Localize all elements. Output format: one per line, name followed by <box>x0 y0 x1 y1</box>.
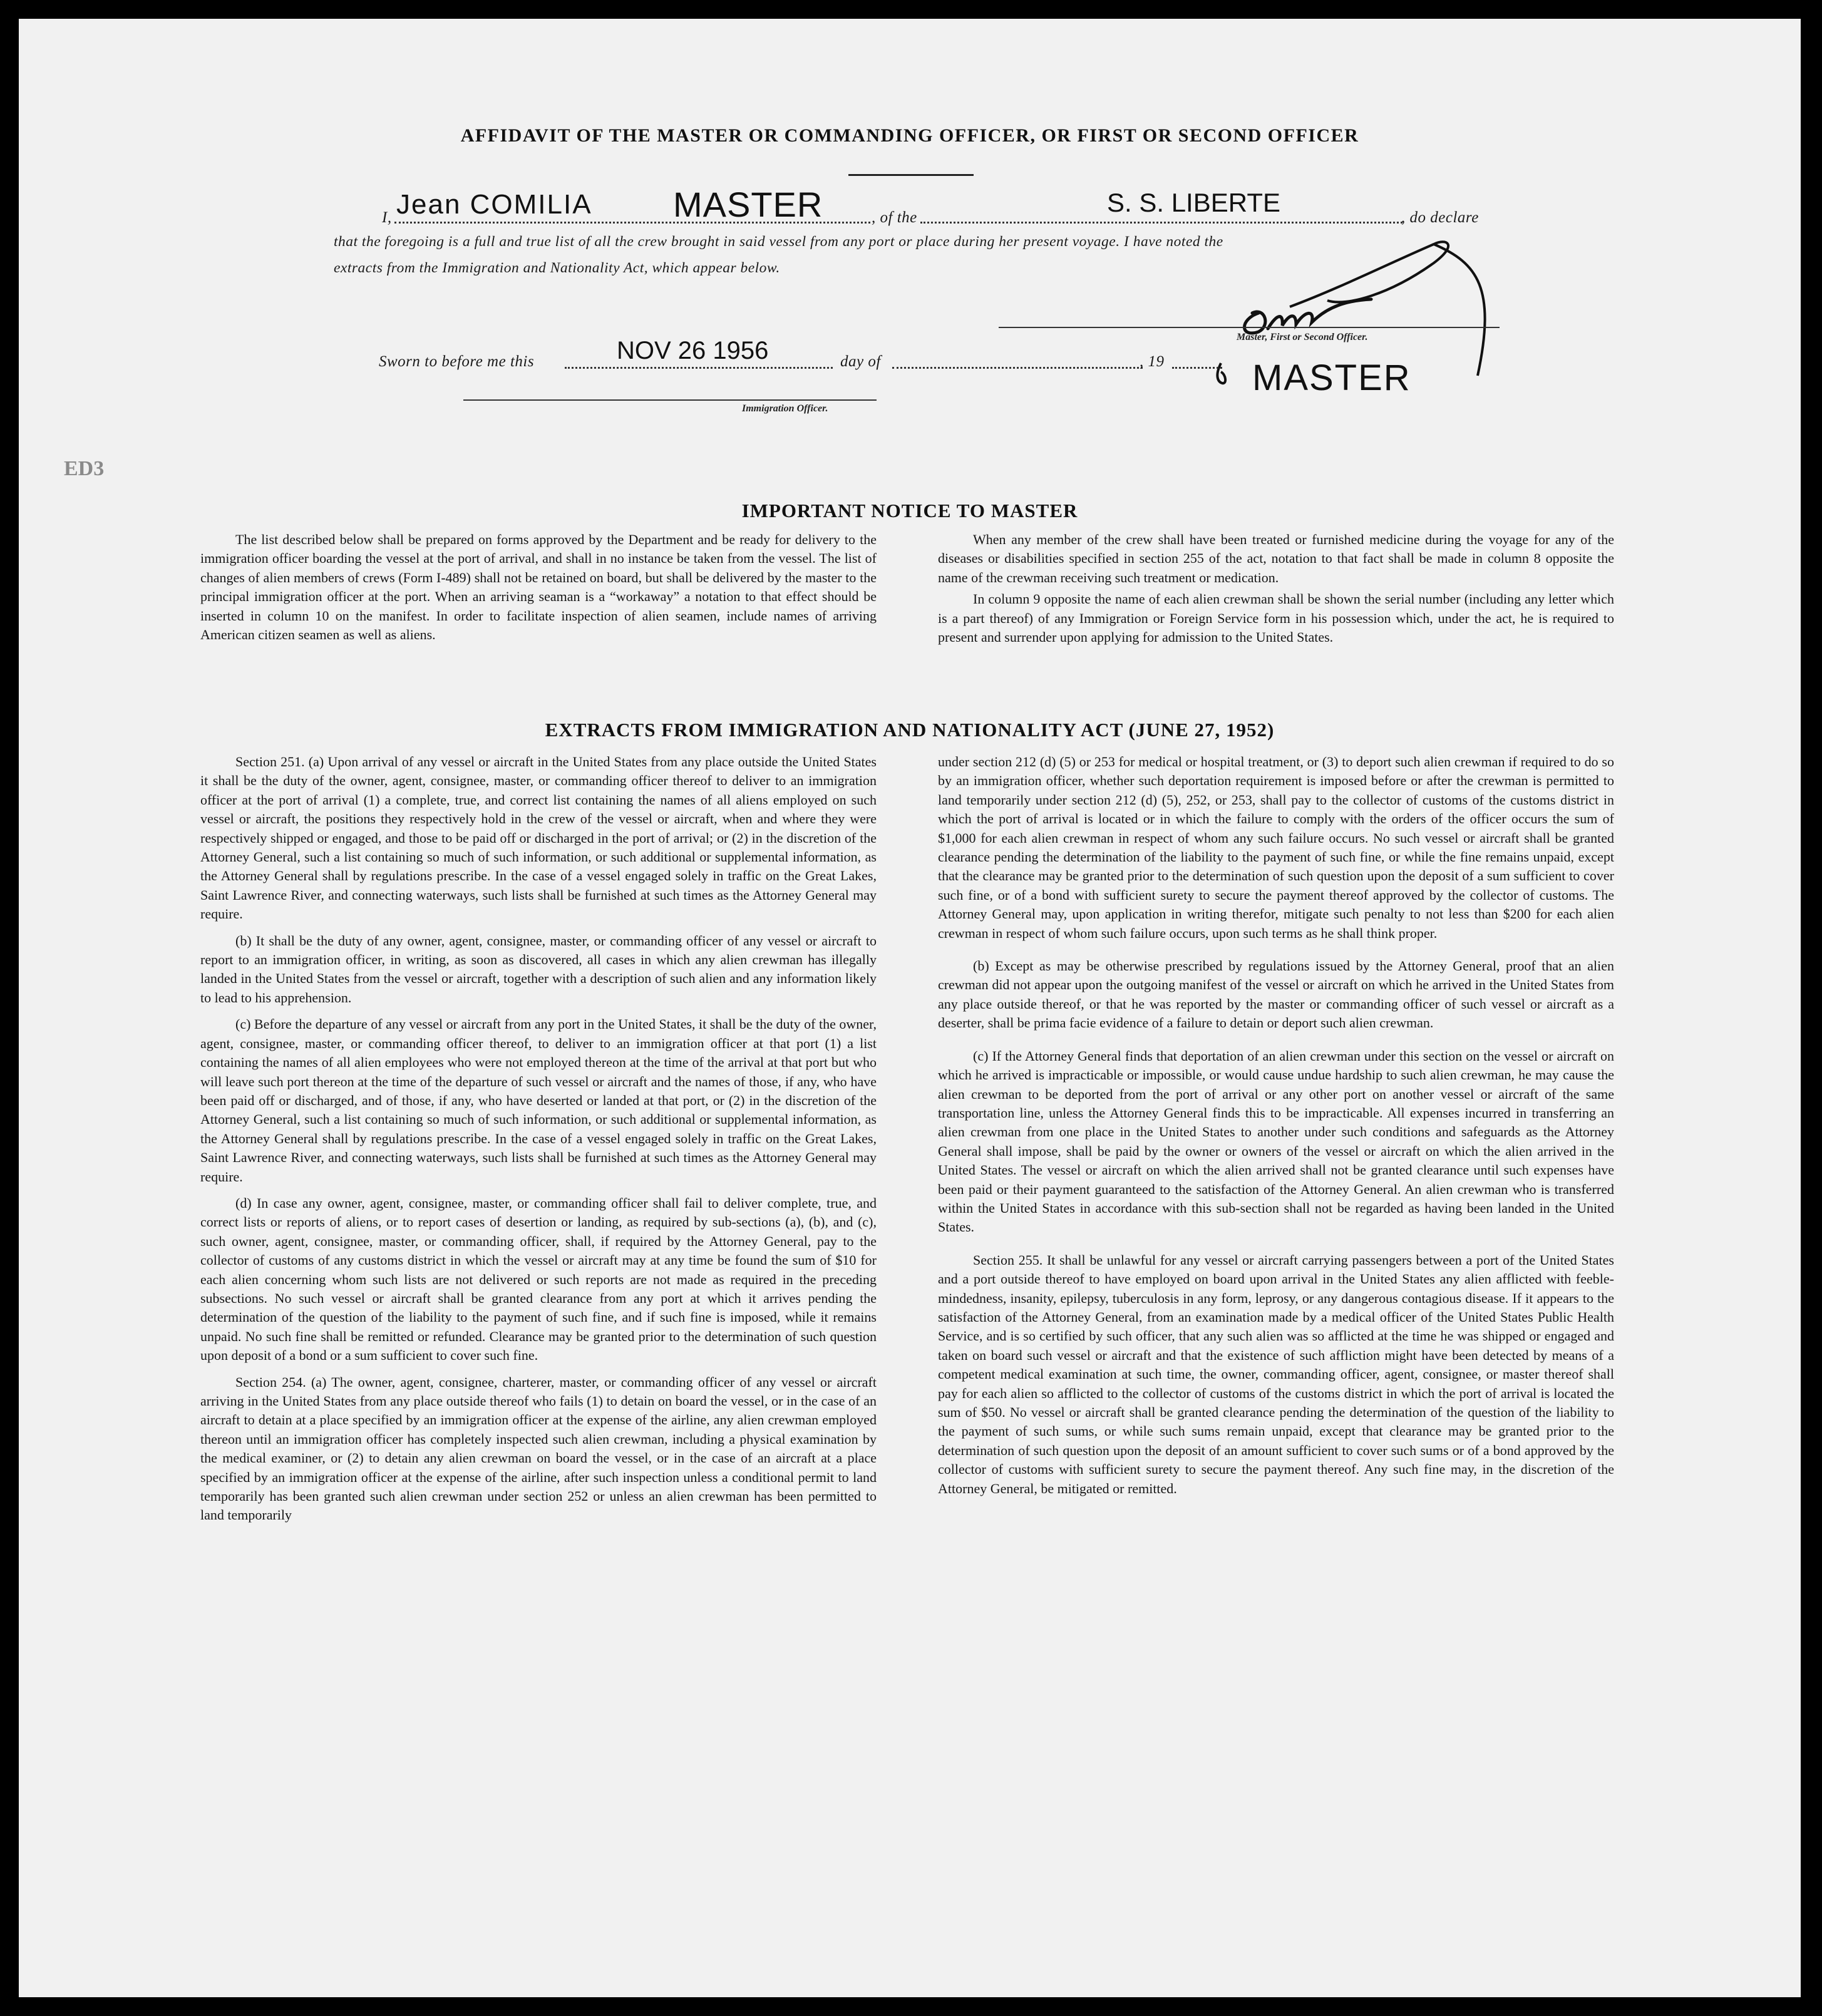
year-label: , 19 <box>1140 353 1165 370</box>
extract-paragraph: under section 212 (d) (5) or 253 for medical or hospital treatment, or (3) to deport such alien crewman if required to do so by an immigration officer, whether such deportation requirement is imposed before or after the crewman is permitted to land temporarily under section 212 (d) (5), 252, or 253, shall pay to the collector of customs of the customs district in which the port of arrival is located or in which the failure to comply with the orders of the officer occurs the sum of $1,000 for each alien crewman in respect of whom any such failure occurs. No such vessel or aircraft shall be granted clearance pending the determination of the liability to the payment of such fine, or while the fine remains unpaid, except that the clearance may be granted prior to the determination of such question upon the deposit of a sum sufficient to cover such fine, or of a bond with sufficient surety to secure the payment thereof approved by the collector of customs. The Attorney General may, upon application in writing therefor, mitigate such penalty to not less than $200 for each alien crewman in respect of whom such failure occurs, upon such terms as he shall think proper. <box>938 754 1614 941</box>
signature-line <box>999 327 1500 328</box>
extract-paragraph: Section 254. (a) The owner, agent, consignee, charterer, master, or commanding officer of any vessel or aircraft arriving in the United States from any place outside thereof who fails (1) to detain on board the vessel, or in the case of an aircraft to detain at a place specified by an immigration officer at the expense of the airline, any alien crewman employed thereon until an immigration officer has completely inspected such alien crewman, including a physical examination by the medical examiner, or (2) to detain any alien crewman on board the vessel, or in the case of an aircraft at a place specified by an immigration officer at the expense of the airline, after such inspection unless a conditional permit to land temporarily has been granted such alien crewman under section 252 or unless an alien crewman has been permitted to land temporarily <box>200 1374 877 1523</box>
master-name: Jean COMILIA <box>396 189 592 220</box>
sworn-date-line <box>565 367 833 369</box>
month-line <box>892 367 1143 369</box>
name-line <box>394 222 870 224</box>
edge-mark: ED3 <box>64 457 105 480</box>
extracts-right-column <box>938 753 1614 1506</box>
extracts-title: EXTRACTS FROM IMMIGRATION AND NATIONALITY ACT (JUNE 27, 1952) <box>545 719 1275 741</box>
affidavit-title: AFFIDAVIT OF THE MASTER OR COMMANDING OFFICER, OR FIRST OR SECOND OFFICER <box>460 125 1359 146</box>
extract-paragraph: Section 251. (a) Upon arrival of any vessel or aircraft in the United States from any place outside the United States it shall be the duty of the owner, agent, consignee, master, or commanding officer thereof to deliver to an immigration officer at the port of arrival (1) a complete, true, and correct list containing the names of all aliens employed on such vessel or aircraft, the positions they respectively hold in the crew of the vessel or aircraft, when and where they were respectively shipped or engaged, and those to be paid off or discharged in the port of arrival; or (2) in the discretion of the Attorney General, such a list containing so much of such information, or such additional or supplemental information, as the Attorney General shall by regulations prescribe. In the case of a vessel engaged solely in traffic on the Great Lakes, Saint Lawrence River, and connecting waterways, such lists shall be furnished at such times as the Attorney General may require. <box>200 754 877 922</box>
master-rank: MASTER <box>673 185 823 224</box>
of-the-label: , of the <box>872 209 917 226</box>
signer-caption: Master, First or Second Officer. <box>1237 332 1368 342</box>
extract-paragraph: (c) If the Attorney General finds that deportation of an alien crewman under this section on the vessel or aircraft on which he arrived is impracticable or impossible, or would cause undue hardship to such alien crewman, he may cause the alien crewman to be deported from the port of arrival or any other port on another vessel or aircraft of the same transportation line, unless the Attorney General finds this to be impracticable. All expenses incurred in transferring an alien crewman from one place in the United States to another under such conditions and safeguards as the Attorney General shall impose, shall be paid by the owner or owners of the vessel or aircraft on which the alien arrived in the United States. The vessel or aircraft on which the alien arrived shall not be granted clearance until such expenses have been paid or their payment guaranteed to the satisfaction of the Attorney General. An alien crewman who is transferred within the United States in accordance with this sub-section shall not be regarded as having been landed in the United States. <box>938 1047 1614 1235</box>
notice-left-paragraph: The list described below shall be prepared on forms approved by the Department and be ready for delivery to the immigration officer boarding the vessel at the port of arrival, and shall in no instance be taken from the vessel. The list of changes of alien members of crews (Form I-489) shall not be retained on board, but shall be delivered by the master to the principal immigration officer at the port. When an arriving seaman is a “workaway” a notation to that effect should be inserted in column 10 on the manifest. In order to facilitate inspection of alien seamen, include names of arriving American citizen seamen as well as aliens. <box>200 532 877 643</box>
notice-left-column <box>200 530 877 652</box>
year-line <box>1172 367 1222 369</box>
title-divider <box>848 174 974 176</box>
notice-right-paragraph: When any member of the crew shall have been treated or furnished medicine during the voyage for any of the diseases or disabilities specified in section 255 of the act, notation to that fact shall be made in column 8 opposite the name of the crewman receiving such treatment or medication. <box>938 532 1614 585</box>
declare-label: , do declare <box>1401 209 1479 226</box>
notice-title: IMPORTANT NOTICE TO MASTER <box>741 500 1078 522</box>
extracts-left-column <box>200 753 877 1533</box>
extract-paragraph: (b) Except as may be otherwise prescribed by regulations issued by the Attorney General, proof that an alien crewman did not appear upon the outgoing manifest of the vessel or aircraft on which he arrived in the United States from any place outside thereof, or that he was reported by the master or commanding officer of such vessel or aircraft as a deserter, shall be prima facie evidence of a failure to detain or deport such alien crewman. <box>938 958 1614 1031</box>
statement-line-2: extracts from the Immigration and Nationality Act, which appear below. <box>334 260 780 276</box>
immigration-officer-caption: Immigration Officer. <box>742 403 828 414</box>
day-of-label: day of <box>840 353 881 370</box>
extract-paragraph: (c) Before the departure of any vessel or aircraft from any port in the United States, it shall be the duty of the owner, agent, consignee, master, or commanding officer thereof, to deliver to an immigration officer at that port (1) a list containing the names of all alien employees who were not employed thereon at the time of the arrival at that port but who will leave such port thereon at the time of the departure of such vessel or aircraft and the names of those, if any, who have been paid off or discharged, and of those, if any, who have deserted or landed at that port, or (2) in the discretion of the Attorney General, such a list containing so much of such information, or such additional or supplemental information, as the Attorney General shall by regulations prescribe. In the case of a vessel engaged solely in traffic on the Great Lakes, Saint Lawrence River, and connecting waterways, such lists shall be furnished at such times as the Attorney General may require. <box>200 1016 877 1185</box>
signer-title: MASTER <box>1252 357 1411 398</box>
statement-line-1: that the foregoing is a full and true list of all the crew brought in said vessel from any port or place during her present voyage. I have noted the <box>334 234 1223 250</box>
vessel-name: S. S. LIBERTE <box>1107 188 1280 217</box>
i-label: I, <box>382 209 392 226</box>
notice-right-column <box>938 530 1614 654</box>
document-page <box>19 19 1801 1997</box>
immigration-officer-line <box>463 399 877 401</box>
extract-paragraph: Section 255. It shall be unlawful for any vessel or aircraft carrying passengers between a port of the United States and a port outside thereof to have employed on board upon arrival in the United States any alien afflicted with feeble-mindedness, insanity, epilepsy, tuberculosis in any form, leprosy, or any dangerous contagious disease. If it appears to the satisfaction of the Attorney General, from an examination made by a medical officer of the United States Public Health Service, and is so certified by such officer, that any such alien was so afflicted at the time he was shipped or engaged and taken on board such vessel or aircraft and that the existence of such affliction might have been detected by means of a competent medical examination at such time, the owner, commanding officer, agent, consignee, or master thereof shall pay for each alien so afflicted to the collector of customs of the customs district in which the port of arrival is located the sum of $50. No vessel or aircraft shall be granted clearance pending the determination of the question of the liability to the payment of such sums, or while such sums remain unpaid, except that clearance may be granted prior to the determination of such question upon the deposit of an amount sufficient to cover such sums or of a bond approved by the collector of customs with sufficient surety to secure the payment thereof. Any such fine may, in the discretion of the Attorney General, be mitigated or remitted. <box>938 1252 1614 1496</box>
sworn-label: Sworn to before me this <box>379 353 535 370</box>
sworn-date: NOV 26 1956 <box>617 337 769 364</box>
notice-right-paragraph: In column 9 opposite the name of each alien crewman shall be shown the serial number (including any letter which is a part thereof) of any Immigration or Foreign Service form in his possession which, under the act, he is required to present and surrender upon applying for admission to the United States. <box>938 591 1614 645</box>
extract-paragraph: (d) In case any owner, agent, consignee, master, or commanding officer shall fail to deliver complete, true, and correct lists or reports of aliens, or to report cases of desertion or landing, as required by sub-sections (a), (b), and (c), such owner, agent, consignee, master, or commanding officer, shall, if required by the Attorney General, pay to the collector of customs of any customs district in which the vessel or aircraft may at any time be found the sum of $10 for each alien concerning whom such lists are not delivered or such reports are not made as required in the preceding subsections. No such vessel or aircraft shall be granted clearance from any port at which it arrives pending the determination of the question of the liability to the payment of such fine, and if such fine is imposed, while it remains unpaid. No such fine shall be remitted or refunded. Clearance may be granted prior to the determination of such question upon deposit of a bond or a sum sufficient to cover such fine. <box>200 1195 877 1364</box>
extract-paragraph: (b) It shall be the duty of any owner, agent, consignee, master, or commanding officer of any vessel or aircraft to report to an immigration officer, in writing, as soon as discovered, all cases in which any alien crewman has illegally landed in the United States from the vessel or aircraft, together with a description of such alien and any information likely to lead to his apprehension. <box>200 932 877 1005</box>
